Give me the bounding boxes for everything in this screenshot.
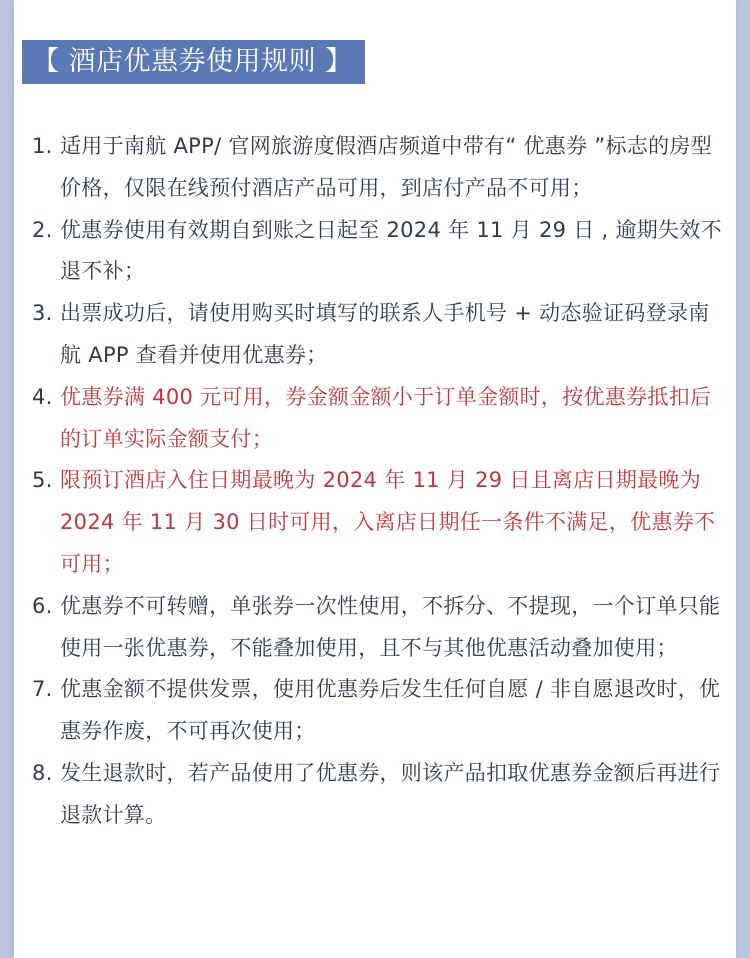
rule-number: 8. (32, 760, 53, 785)
rule-number: 2. (32, 217, 53, 242)
rule-text: 优惠券满 400 元可用，券金额金额小于订单金额时，按优惠券抵扣后的订单实际金额支付； (60, 384, 712, 451)
rule-text: 优惠券使用有效期自到账之日起至 2024 年 11 月 29 日 , 逾期失效不退不补； (60, 217, 722, 284)
rule-item-highlighted (32, 377, 722, 461)
rule-number: 5. (32, 468, 53, 493)
rule-item (32, 293, 722, 377)
rule-text: 限预订酒店入住日期最晚为 2024 年 11 月 29 日且离店日期最晚为 2024 年 11 月 30 日时可用，入离店日期任一条件不满足，优惠券不可用； (60, 468, 716, 576)
rule-text: 优惠券不可转赠，单张券一次性使用，不拆分、不提现，一个订单只能使用一张优惠券，不能叠加使用，且不与其他优惠活动叠加使用； (60, 593, 721, 660)
rule-number: 1. (32, 134, 53, 158)
rule-text: 优惠金额不提供发票，使用优惠券后发生任何自愿 / 非自愿退改时，优惠券作废，不可再次使用； (60, 677, 721, 744)
rule-text: 发生退款时，若产品使用了优惠券，则该产品扣取优惠券金额后再进行退款计算。 (60, 760, 721, 827)
rule-item (32, 586, 722, 670)
rule-item-highlighted (32, 460, 722, 585)
rule-item (32, 126, 722, 210)
page-title: 【 酒店优惠券使用规则 】 (22, 40, 365, 84)
rules-list (32, 126, 722, 837)
rule-item (32, 210, 722, 294)
rule-text: 出票成功后，请使用购买时填写的联系人手机号 + 动态验证码登录南航 APP 查看并使用优惠券； (60, 301, 710, 367)
rule-item (32, 669, 722, 753)
rules-card (14, 0, 736, 958)
rule-number: 3. (32, 301, 53, 326)
rule-number: 6. (32, 593, 53, 618)
rule-number: 7. (32, 677, 53, 702)
rule-item (32, 753, 722, 837)
rule-text: 适用于南航 APP/ 官网旅游度假酒店频道中带有“ 优惠券 ”标志的房型价格，仅限在线预付酒店产品可用，到店付产品不可用； (60, 134, 713, 200)
rule-number: 4. (32, 384, 53, 409)
